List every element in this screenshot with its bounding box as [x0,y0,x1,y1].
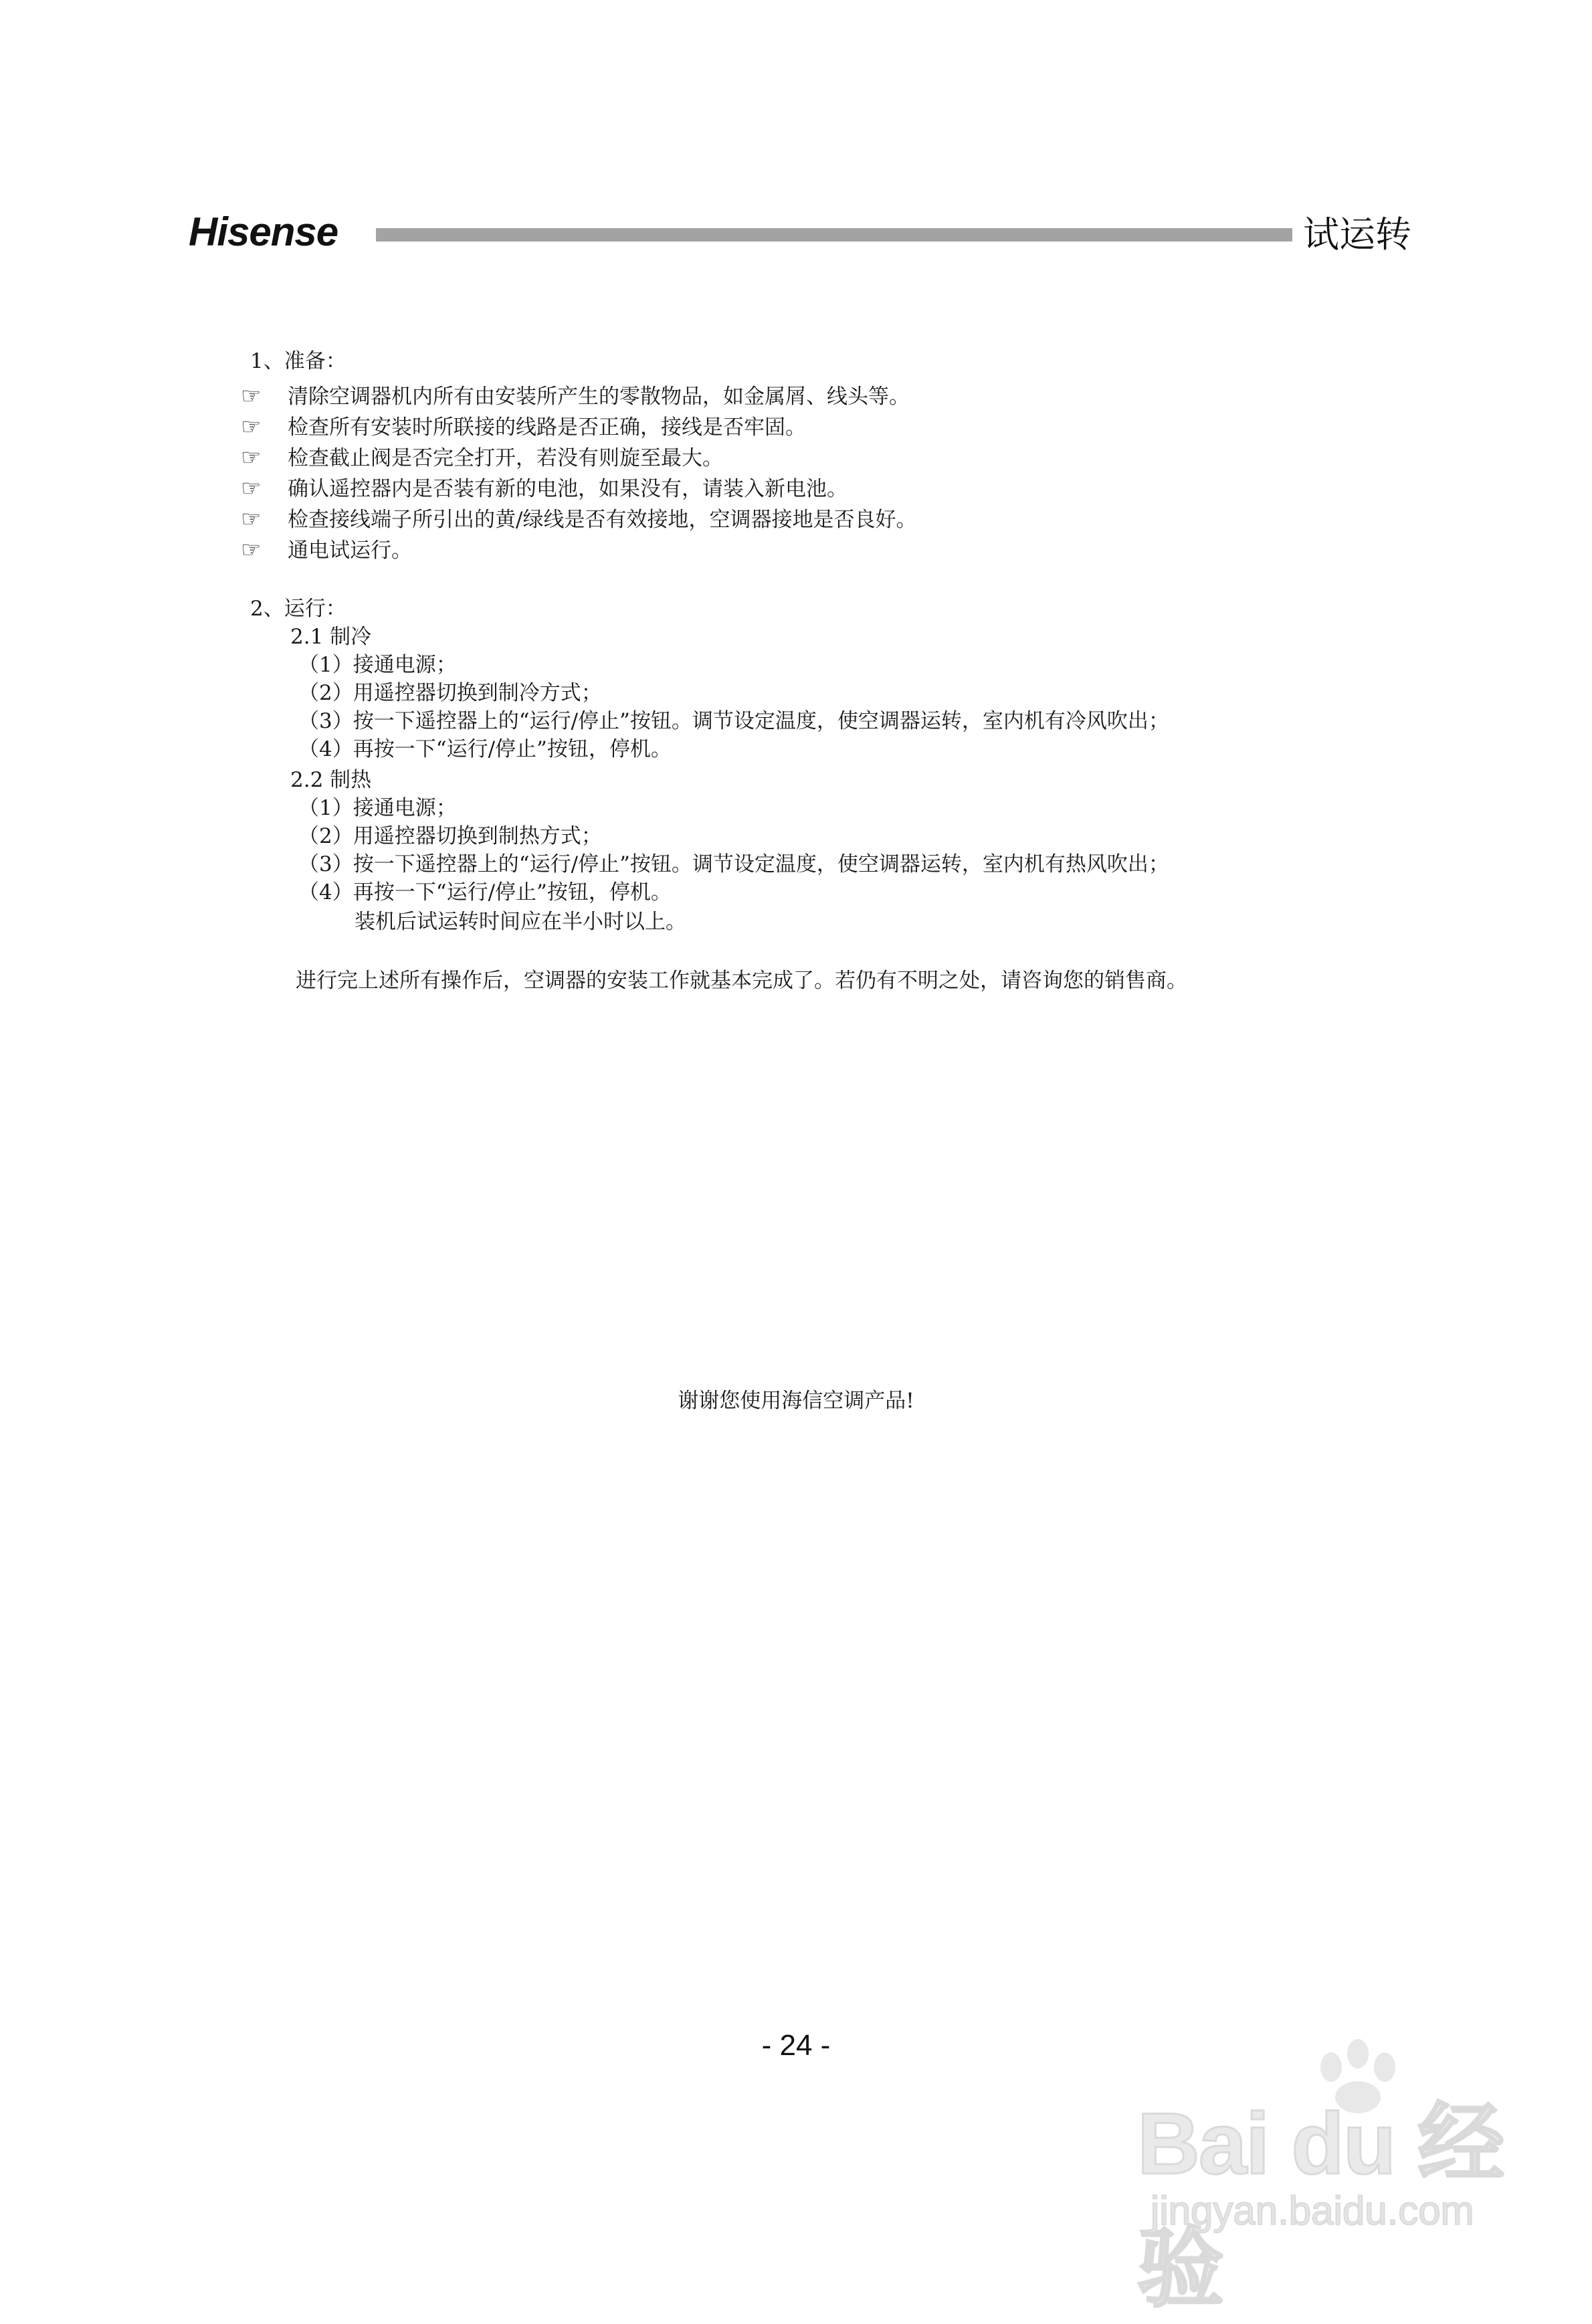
cooling-step: （2）用遥控器切换到制冷方式； [298,681,602,705]
section-title: 试运转 [1303,213,1411,256]
cooling-heading: 2.1 制冷 [290,625,372,649]
heating-step: （1）接通电源； [298,796,457,820]
list-item: ☞ 检查接线端子所引出的黄/绿线是否有效接地，空调器接地是否良好。 [241,506,917,532]
section1-heading: 1、准备： [250,349,346,373]
page-number: - 24 - [761,2029,831,2062]
pointing-hand-icon: ☞ [241,413,262,440]
baidu-watermark [1137,2034,1579,2317]
cooling-step: （4）再按一下“运行/停止”按钮，停机。 [298,737,672,761]
pointing-hand-icon: ☞ [241,506,262,532]
heating-heading: 2.2 制热 [290,768,372,792]
brand-logo: Hisense [189,209,338,254]
list-item: ☞ 确认遥控器内是否装有新的电池，如果没有，请装入新电池。 [241,475,848,502]
list-item: ☞ 检查截止阀是否完全打开，若没有则旋至最大。 [241,444,723,471]
watermark-brand: Bai du 经验 [1137,2095,1504,2317]
list-item: ☞ 检查所有安装时所联接的线路是否正确，接线是否牢固。 [241,413,806,440]
closing-paragraph: 进行完上述所有操作后，空调器的安装工作就基本完成了。若仍有不明之处，请咨询您的销售商。 [296,969,1187,993]
pointing-hand-icon: ☞ [241,383,262,409]
watermark-url: jingyan.baidu.com [1151,2188,1474,2233]
heating-note: 装机后试运转时间应在半小时以上。 [355,910,686,934]
cooling-step: （1）接通电源； [298,653,457,677]
heating-step: （3）按一下遥控器上的“运行/停止”按钮。调节设定温度，使空调器运转，室内机有热风吹出； [298,852,1169,876]
heating-step: （4）再按一下“运行/停止”按钮，停机。 [298,880,672,904]
list-item: ☞ 清除空调器机内所有由安装所产生的零散物品，如金属屑、线头等。 [241,383,910,409]
heating-step: （2）用遥控器切换到制热方式； [298,824,602,848]
pointing-hand-icon: ☞ [241,444,262,471]
cooling-step: （3）按一下遥控器上的“运行/停止”按钮。调节设定温度，使空调器运转，室内机有冷风吹出； [298,709,1169,733]
header-divider-bar [376,228,1292,241]
list-item: ☞ 通电试运行。 [241,537,412,563]
thanks-message: 谢谢您使用海信空调产品! [678,1389,914,1413]
pointing-hand-icon: ☞ [241,537,262,563]
section2-heading: 2、运行： [250,597,346,621]
pointing-hand-icon: ☞ [241,475,262,502]
